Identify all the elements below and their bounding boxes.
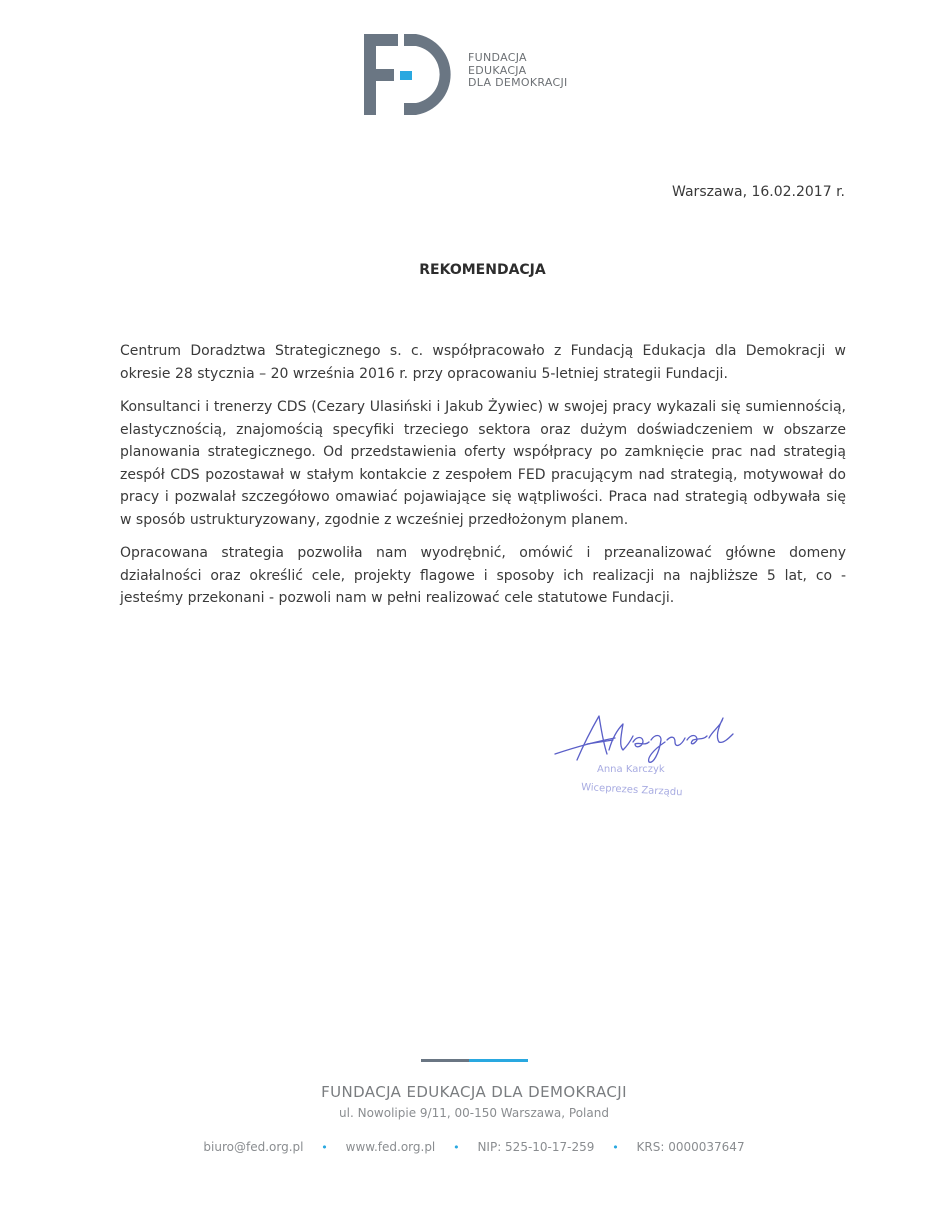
logo-text (468, 52, 568, 90)
footer-email: biuro@fed.org.pl (203, 1140, 304, 1154)
logo-text-line-3: DLA DEMOKRACJI (468, 76, 568, 89)
body-paragraph-3: Opracowana strategia pozwoliła nam wyodrębnić, omówić i przeanalizować główne domeny działalności oraz określić cele, projekty flagowe i sposoby ich realizacji na najbliższe 5 lat, co - jesteśmy przekonani - pozwoli nam w pełni realizować cele statutowe Fundacji. (120, 545, 846, 606)
footer-nip: NIP: 525-10-17-259 (477, 1140, 595, 1154)
footer-organization: FUNDACJA EDUKACJA DLA DEMOKRACJI (321, 1083, 627, 1101)
fed-logo-mark (364, 30, 464, 120)
body-paragraph-1: Centrum Doradztwa Strategicznego s. c. współpracowało z Fundacją Edukacja dla Demokracji w okresie 28 stycznia – 20 września 2016 r. przy opracowaniu 5-letniej strategii Fundacji. (120, 343, 846, 382)
footer-separator: • (612, 1141, 619, 1154)
footer-separator: • (321, 1141, 328, 1154)
logo-text-line-1: FUNDACJA (468, 51, 527, 64)
signature-stamp-name: Anna Karczyk (597, 764, 665, 775)
signature-stamp-title: Wiceprezes Zarządu (580, 782, 683, 799)
logo-e-accent (400, 71, 412, 80)
letter-heading: REKOMENDACJA (419, 262, 546, 278)
logo-f-middle-bar (364, 69, 394, 81)
handwritten-signature (553, 706, 753, 806)
footer-krs: KRS: 0000037647 (636, 1140, 745, 1154)
body-paragraph-2: Konsultanci i trenerzy CDS (Cezary Ulasiński i Jakub Żywiec) w swojej pracy wykazali się sumiennością, elastycznością, znajomością specyfiki trzeciego sektora oraz dużym doświadczeniem w obszarze planowania strategicznego. Od przedstawienia oferty współpracy po zamknięcie prac nad strategią zespół CDS pozostawał w stałym kontakcie z zespołem FED pracującym nad strategią, motywował do pracy i pozwalał szczegółowo omawiać pojawiające się wątpliwości. Praca nad strategią odbywała się w sposób ustrukturyzowany, zgodnie z wcześniej przedłożonym planem. (120, 399, 846, 528)
logo-f-top-bar (364, 34, 398, 46)
footer-separator: • (453, 1141, 460, 1154)
signature (553, 706, 753, 806)
footer-address: ul. Nowolipie 9/11, 00-150 Warszawa, Poland (339, 1106, 609, 1120)
footer-divider (421, 1059, 528, 1062)
logo-text-line-2: EDUKACJA (468, 63, 527, 77)
footer-contacts (0, 1140, 940, 1154)
fed-logo (364, 30, 604, 120)
footer-website: www.fed.org.pl (345, 1140, 436, 1154)
letter-body (120, 340, 846, 621)
letter-date: Warszawa, 16.02.2017 r. (672, 184, 845, 200)
